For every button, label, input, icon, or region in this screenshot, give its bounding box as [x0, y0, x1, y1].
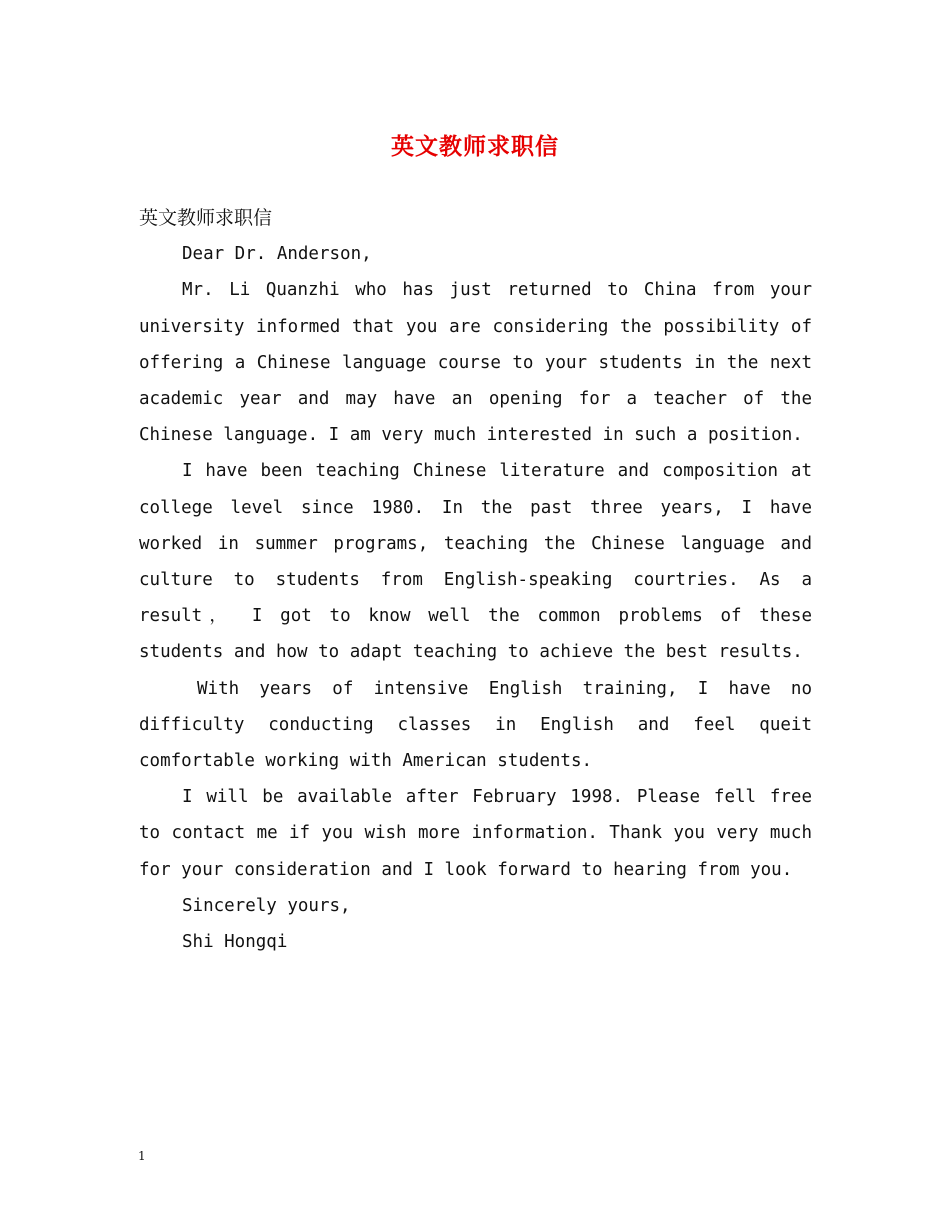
paragraph-2: I have been teaching Chinese literature and composition at college level since 1980. In the past three years, I have worked in summer programs, teaching the Chinese language and culture to students from English-speaking courtries. As a result， I got to know well the common problems of these students and how to adapt teaching to achieve the best results. [139, 461, 812, 663]
paragraph-1: Mr. Li Quanzhi who has just returned to China from your university informed that you are considering the possibility of offering a Chinese language course to your students in the next academic year and may have an opening for a teacher of the Chinese language. I am very much interested in such a position. [139, 280, 812, 446]
salutation: Dear Dr. Anderson, [182, 244, 372, 265]
closing: Sincerely yours, [182, 895, 351, 916]
document-subtitle: 英文教师求职信 [139, 207, 273, 229]
letter-body [139, 200, 812, 960]
paragraph-4: I will be available after February 1998. Please fell free to contact me if you wish more information. Thank you very much for your consideration and I look forward to hearing from you. [139, 787, 812, 880]
signature: Shi Hongqi [182, 932, 288, 953]
page-number: 1 [138, 1149, 146, 1163]
document-title: 英文教师求职信 [391, 133, 559, 160]
paragraph-3: With years of intensive English training, I have no difficulty conducting classes in English and feel queit comfortable working with American students. [139, 678, 812, 772]
